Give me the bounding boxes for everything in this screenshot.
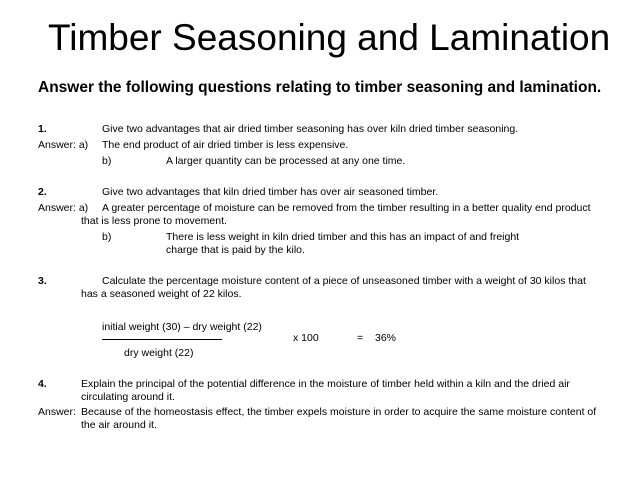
answer-2b-text-line1: There is less weight in kiln dried timber and this has an impact of and freight [166, 231, 520, 243]
question-1-number: 1. [38, 123, 47, 135]
answer-2b-text-line2: charge that is paid by the kilo. [166, 244, 305, 256]
question-3-text-line2: has a seasoned weight of 22 kilos. [81, 288, 242, 300]
question-2-number: 2. [38, 186, 47, 198]
answer-1b-text: A larger quantity can be processed at any one time. [166, 155, 406, 167]
answer-4-text-line1: Because of the homeostasis effect, the timber expels moisture in order to acquire the same moisture content of [81, 406, 597, 418]
question-4-text-line2: circulating around it. [81, 391, 175, 403]
formula-denominator: dry weight (22) [124, 347, 194, 359]
answer-4-text-line2: the air around it. [81, 419, 157, 431]
question-3-number: 3. [38, 275, 47, 287]
question-3-text-line1: Calculate the percentage moisture content of a piece of unseasoned timber with a weight of 30 kilos that [102, 275, 586, 287]
fraction-line [102, 339, 222, 340]
instructions-heading: Answer the following questions relating to timber seasoning and lamination. [38, 79, 602, 96]
question-4-number: 4. [38, 378, 47, 390]
answer-1a-text: The end product of air dried timber is less expensive. [102, 139, 349, 151]
answer-2b-label: b) [102, 231, 112, 243]
question-4-text-line1: Explain the principal of the potential difference in the moisture of timber held within a kiln and the dried air [81, 378, 570, 390]
formula-result: 36% [375, 332, 397, 344]
answer-4-label: Answer: [38, 406, 76, 418]
answer-1b-label: b) [102, 155, 112, 167]
formula-equals: = [357, 332, 364, 344]
question-2-text: Give two advantages that kiln dried timber has over air seasoned timber. [102, 186, 439, 198]
answer-2a-text-line2: that is less prone to movement. [81, 215, 227, 227]
formula-multiplier: x 100 [293, 332, 319, 344]
question-1-text: Give two advantages that air dried timber seasoning has over kiln dried timber seasoning. [102, 123, 519, 135]
answer-2-label: Answer: a) [38, 202, 89, 214]
answer-2a-text-line1: A greater percentage of moisture can be removed from the timber resulting in a better quality end product [102, 202, 591, 214]
formula-numerator: initial weight (30) – dry weight (22) [102, 321, 262, 333]
answer-1-label: Answer: a) [38, 139, 89, 151]
page-title: Timber Seasoning and Lamination [48, 17, 611, 58]
